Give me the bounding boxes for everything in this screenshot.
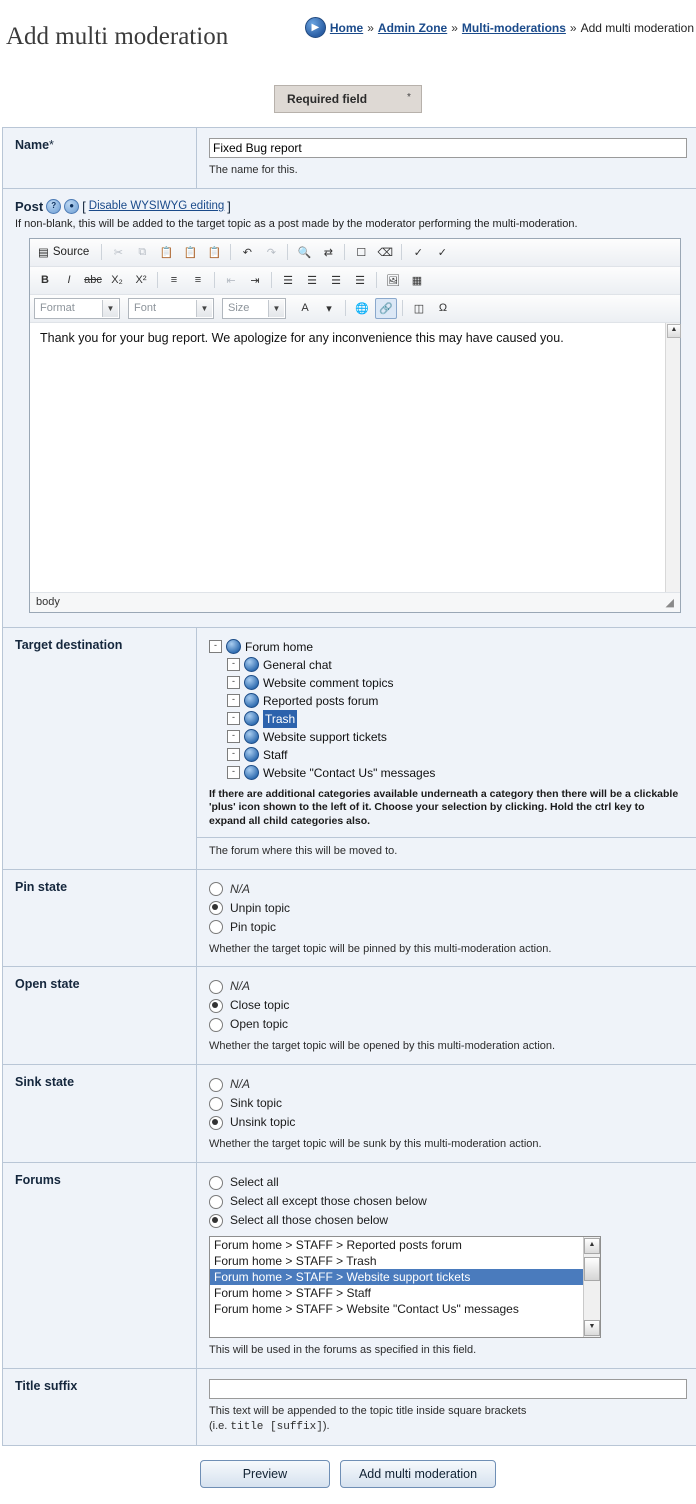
indent-icon[interactable]: ⇥ <box>244 270 266 291</box>
bulleted-list-icon[interactable]: ≡ <box>187 270 209 291</box>
toolbar-divider <box>344 244 345 260</box>
collapse-icon[interactable]: - <box>227 748 240 761</box>
font-dropdown[interactable] <box>128 298 214 319</box>
label-pin-state: Pin state <box>3 869 197 967</box>
collapse-icon[interactable]: - <box>227 730 240 743</box>
resize-grip-icon[interactable]: ◢ <box>666 596 674 609</box>
sink-state-option-na[interactable] <box>209 1075 687 1094</box>
option-label: Unsink topic <box>230 1113 295 1132</box>
toolbar-divider <box>101 244 102 260</box>
tree-item-label: Staff <box>263 746 287 764</box>
open-state-option-na[interactable] <box>209 977 687 996</box>
page-header <box>0 0 696 71</box>
radio-icon[interactable] <box>209 901 223 915</box>
tree-item-label: Website comment topics <box>263 674 394 692</box>
paste-text-icon[interactable]: 📋 <box>179 242 201 263</box>
globe-icon <box>244 711 259 726</box>
size-dropdown-label: Size <box>228 302 249 314</box>
editor-toolbar-row-1 <box>30 239 680 267</box>
tree-item-label: Reported posts forum <box>263 692 378 710</box>
list-item[interactable]: Forum home > STAFF > Trash <box>210 1253 583 1269</box>
pin-state-option-na[interactable] <box>209 880 687 899</box>
breadcrumb-item-admin-zone[interactable]: Admin Zone <box>378 21 447 35</box>
globe-icon <box>244 747 259 762</box>
align-right-icon[interactable]: ☰ <box>325 270 347 291</box>
editor-scrollbar[interactable] <box>665 323 680 592</box>
required-field-label: Required field <box>287 92 367 106</box>
option-label: N/A <box>230 1075 250 1094</box>
preview-button[interactable]: Preview <box>200 1460 330 1488</box>
font-dropdown-label: Font <box>134 302 156 314</box>
title-suffix-input[interactable] <box>209 1379 687 1399</box>
toolbar-divider <box>402 300 403 316</box>
spellcheck-icon[interactable]: ✓ <box>407 242 429 263</box>
open-state-option-close[interactable] <box>209 996 687 1015</box>
title-suffix-help-line1: This text will be appended to the topic title inside square brackets <box>209 1405 526 1417</box>
text-color-icon[interactable]: A <box>294 298 316 319</box>
format-dropdown[interactable] <box>34 298 120 319</box>
radio-icon[interactable] <box>209 999 223 1013</box>
option-label: Sink topic <box>230 1094 282 1113</box>
superscript-icon[interactable]: X² <box>130 270 152 291</box>
collapse-icon[interactable]: - <box>209 640 222 653</box>
align-left-icon[interactable]: ☰ <box>277 270 299 291</box>
pin-state-help: Whether the target topic will be pinned by this multi-moderation action. <box>209 942 687 957</box>
add-multi-moderation-button[interactable]: Add multi moderation <box>340 1460 496 1488</box>
undo-icon[interactable]: ↶ <box>236 242 258 263</box>
globe-icon <box>244 675 259 690</box>
cell-pin-state <box>197 869 696 967</box>
required-field-notice-wrap <box>0 85 696 113</box>
post-note: If non-blank, this will be added to the target topic as a post made by the moderator performing the multi-moderation. <box>15 218 687 230</box>
scroll-up-icon[interactable]: ▲ <box>667 324 681 338</box>
list-item[interactable]: Forum home > STAFF > Reported posts forum <box>210 1237 583 1253</box>
format-dropdown-label: Format <box>40 302 75 314</box>
replace-icon[interactable]: ⇄ <box>317 242 339 263</box>
editor-content-area[interactable] <box>30 323 680 593</box>
globe-icon[interactable]: 🌐 <box>351 298 373 319</box>
toolbar-divider <box>287 244 288 260</box>
tree-item-website-support-tickets[interactable] <box>209 728 687 746</box>
option-label: N/A <box>230 977 250 996</box>
scrollbar-thumb[interactable] <box>584 1257 600 1281</box>
comment-icon[interactable]: ● <box>64 199 79 214</box>
toolbar-divider <box>345 300 346 316</box>
toolbar-divider <box>401 244 402 260</box>
required-marker: * <box>49 138 54 152</box>
toolbar-divider <box>214 272 215 288</box>
label-sink-state: Sink state <box>3 1065 197 1163</box>
numbered-list-icon[interactable]: ≡ <box>163 270 185 291</box>
name-help: The name for this. <box>209 163 687 178</box>
globe-icon <box>244 765 259 780</box>
paste-word-icon[interactable]: 📋 <box>203 242 225 263</box>
option-label: Unpin topic <box>230 899 290 918</box>
label-post: Post <box>15 199 43 214</box>
tree-item-website-comment-topics[interactable] <box>209 674 687 692</box>
editor-element-path: body <box>36 596 60 608</box>
spellcheck-options-icon[interactable]: ✓ <box>431 242 453 263</box>
option-label: N/A <box>230 880 250 899</box>
chevron-down-icon[interactable]: ▾ <box>318 298 340 319</box>
forums-option-select-chosen[interactable] <box>209 1211 687 1230</box>
list-item-selected[interactable]: Forum home > STAFF > Website support tickets <box>210 1269 583 1285</box>
cut-icon[interactable]: ✂ <box>107 242 129 263</box>
paste-icon[interactable]: 📋 <box>155 242 177 263</box>
title-suffix-help-prefix: (i.e. <box>209 1420 230 1432</box>
multi-moderation-form <box>2 127 696 1446</box>
cell-title-suffix <box>197 1368 696 1445</box>
title-suffix-help <box>209 1404 687 1435</box>
align-center-icon[interactable]: ☰ <box>301 270 323 291</box>
post-label-line <box>15 199 687 214</box>
title-suffix-help-code: title [suffix] <box>230 1421 322 1433</box>
source-icon: ▤ <box>38 245 49 259</box>
label-open-state: Open state <box>3 967 197 1065</box>
table-icon[interactable]: ▦ <box>406 270 428 291</box>
disable-wysiwyg-link[interactable]: Disable WYSIWYG editing <box>89 200 225 212</box>
label-title-suffix: Title suffix <box>3 1368 197 1445</box>
forums-help: This will be used in the forums as specified in this field. <box>209 1343 687 1358</box>
editor-content-text: Thank you for your bug report. We apologize for any inconvenience this may have caused you. <box>40 331 564 345</box>
list-item[interactable]: Forum home > STAFF > Staff <box>210 1285 583 1301</box>
radio-icon[interactable] <box>209 882 223 896</box>
editor-toolbar-row-3 <box>30 295 680 323</box>
breadcrumb-separator: » <box>451 21 458 35</box>
toolbar-divider <box>271 272 272 288</box>
sink-state-help: Whether the target topic will be sunk by this multi-moderation action. <box>209 1137 687 1152</box>
radio-icon[interactable] <box>209 1078 223 1092</box>
option-label: Open topic <box>230 1015 288 1034</box>
collapse-icon[interactable]: - <box>227 712 240 725</box>
breadcrumb-item-home[interactable]: Home <box>330 21 363 35</box>
chevron-down-icon: ▼ <box>196 300 212 317</box>
row-open-state <box>3 967 696 1065</box>
outdent-icon[interactable]: ⇤ <box>220 270 242 291</box>
toolbar-divider <box>157 272 158 288</box>
help-circle-icon[interactable]: ? <box>46 199 61 214</box>
cell-post <box>3 188 696 627</box>
wysiwyg-editor <box>29 238 681 613</box>
tree-item-trash[interactable] <box>209 710 687 728</box>
radio-icon[interactable] <box>209 1018 223 1032</box>
cell-open-state <box>197 967 696 1065</box>
page-break-icon[interactable]: ◫ <box>408 298 430 319</box>
chevron-down-icon: ▼ <box>102 300 118 317</box>
remove-format-icon[interactable]: ⌫ <box>374 242 396 263</box>
justify-icon[interactable]: ☰ <box>349 270 371 291</box>
subscript-icon[interactable]: X₂ <box>106 270 128 291</box>
globe-icon <box>244 657 259 672</box>
sink-state-option-unsink[interactable] <box>209 1113 687 1132</box>
scroll-down-icon[interactable]: ▼ <box>584 1320 600 1336</box>
omega-icon[interactable]: Ω <box>432 298 454 319</box>
cell-name <box>197 128 696 189</box>
size-dropdown[interactable] <box>222 298 286 319</box>
collapse-icon[interactable]: - <box>227 676 240 689</box>
tree-item-website-contact-us-messages[interactable] <box>209 764 687 782</box>
required-field-notice <box>274 85 422 113</box>
copy-icon[interactable]: ⧉ <box>131 242 153 263</box>
forums-option-select-all[interactable] <box>209 1173 687 1192</box>
cell-target-destination <box>197 627 696 869</box>
required-field-star: * <box>407 92 411 103</box>
source-button[interactable] <box>34 243 96 261</box>
label-forums: Forums <box>3 1163 197 1369</box>
cell-forums <box>197 1163 696 1369</box>
tree-item-reported-posts-forum[interactable] <box>209 692 687 710</box>
row-forums <box>3 1163 696 1369</box>
select-all-icon[interactable]: ☐ <box>350 242 372 263</box>
forums-multiselect-scrollbar[interactable] <box>583 1237 600 1337</box>
radio-icon[interactable] <box>209 1195 223 1209</box>
forums-multiselect[interactable] <box>209 1236 601 1338</box>
wysiwyg-toggle-bracket-close: ] <box>227 199 231 214</box>
row-post <box>3 188 696 627</box>
sink-state-option-sink[interactable] <box>209 1094 687 1113</box>
forum-tree[interactable] <box>209 638 687 782</box>
option-label: Select all <box>230 1173 279 1192</box>
collapse-icon[interactable]: - <box>227 766 240 779</box>
row-name <box>3 128 696 189</box>
pin-state-option-unpin[interactable] <box>209 899 687 918</box>
radio-icon[interactable] <box>209 1176 223 1190</box>
label-target-destination: Target destination <box>3 627 197 869</box>
unlink-icon[interactable]: 🔗 <box>375 298 397 319</box>
row-sink-state <box>3 1065 696 1163</box>
option-label: Close topic <box>230 996 289 1015</box>
page-title: Add multi moderation <box>6 23 228 51</box>
forums-option-select-all-except[interactable] <box>209 1192 687 1211</box>
pin-state-option-pin[interactable] <box>209 918 687 937</box>
forum-tree-note: If there are additional categories available underneath a category then there will be a clickable 'plus' icon shown to the left of it. Choose your selection by clicking. Hold the ctrl key to expand all child categories also. <box>209 788 679 829</box>
wysiwyg-toggle-bracket-open: [ <box>82 199 86 214</box>
radio-icon[interactable] <box>209 1097 223 1111</box>
find-icon[interactable]: 🔍 <box>293 242 315 263</box>
cell-sink-state <box>197 1065 696 1163</box>
globe-icon <box>244 729 259 744</box>
open-state-option-open[interactable] <box>209 1015 687 1034</box>
redo-icon[interactable]: ↷ <box>260 242 282 263</box>
label-name-text: Name <box>15 138 49 152</box>
row-target-destination <box>3 627 696 869</box>
tree-item-label: Website "Contact Us" messages <box>263 764 435 782</box>
breadcrumb <box>305 6 694 38</box>
title-suffix-help-suffix: ). <box>323 1420 330 1432</box>
scroll-up-icon[interactable]: ▲ <box>584 1238 600 1254</box>
source-label: Source <box>53 246 89 258</box>
arrow-right-icon: ▶ <box>305 17 326 38</box>
tree-item-label: Forum home <box>245 638 313 656</box>
tree-item-staff[interactable] <box>209 746 687 764</box>
radio-icon[interactable] <box>209 1214 223 1228</box>
chevron-down-icon: ▼ <box>268 300 284 317</box>
editor-status-bar <box>30 593 680 612</box>
tree-item-general-chat[interactable] <box>209 656 687 674</box>
radio-icon[interactable] <box>209 1116 223 1130</box>
breadcrumb-separator: » <box>367 21 374 35</box>
globe-icon <box>244 693 259 708</box>
name-input[interactable] <box>209 138 687 158</box>
breadcrumb-item-current: Add multi moderation <box>581 21 694 35</box>
tree-item-label: General chat <box>263 656 332 674</box>
globe-icon <box>226 639 241 654</box>
collapse-icon[interactable]: - <box>227 658 240 671</box>
target-destination-divider <box>197 837 696 859</box>
target-destination-help: The forum where this will be moved to. <box>209 844 696 859</box>
radio-icon[interactable] <box>209 920 223 934</box>
option-label: Pin topic <box>230 918 276 937</box>
bold-icon[interactable]: B <box>34 270 56 291</box>
open-state-help: Whether the target topic will be opened by this multi-moderation action. <box>209 1039 687 1054</box>
toolbar-divider <box>230 244 231 260</box>
editor-toolbar-row-2 <box>30 267 680 295</box>
breadcrumb-separator: » <box>570 21 577 35</box>
strikethrough-icon[interactable]: abc <box>82 270 104 291</box>
row-title-suffix <box>3 1368 696 1445</box>
tree-item-label: Website support tickets <box>263 728 387 746</box>
label-name <box>3 128 197 189</box>
italic-icon[interactable]: I <box>58 270 80 291</box>
radio-icon[interactable] <box>209 980 223 994</box>
collapse-icon[interactable]: - <box>227 694 240 707</box>
image-icon[interactable]: 🖼 <box>382 270 404 291</box>
tree-item-forum-home[interactable] <box>209 638 687 656</box>
option-label: Select all those chosen below <box>230 1211 388 1230</box>
option-label: Select all except those chosen below <box>230 1192 427 1211</box>
row-pin-state <box>3 869 696 967</box>
forums-multiselect-list[interactable] <box>210 1237 583 1337</box>
breadcrumb-item-multi-moderations[interactable]: Multi-moderations <box>462 21 566 35</box>
tree-item-label-selected: Trash <box>263 710 297 728</box>
form-actions <box>0 1460 696 1488</box>
list-item[interactable]: Forum home > STAFF > Website "Contact Us" messages <box>210 1301 583 1317</box>
toolbar-divider <box>376 272 377 288</box>
